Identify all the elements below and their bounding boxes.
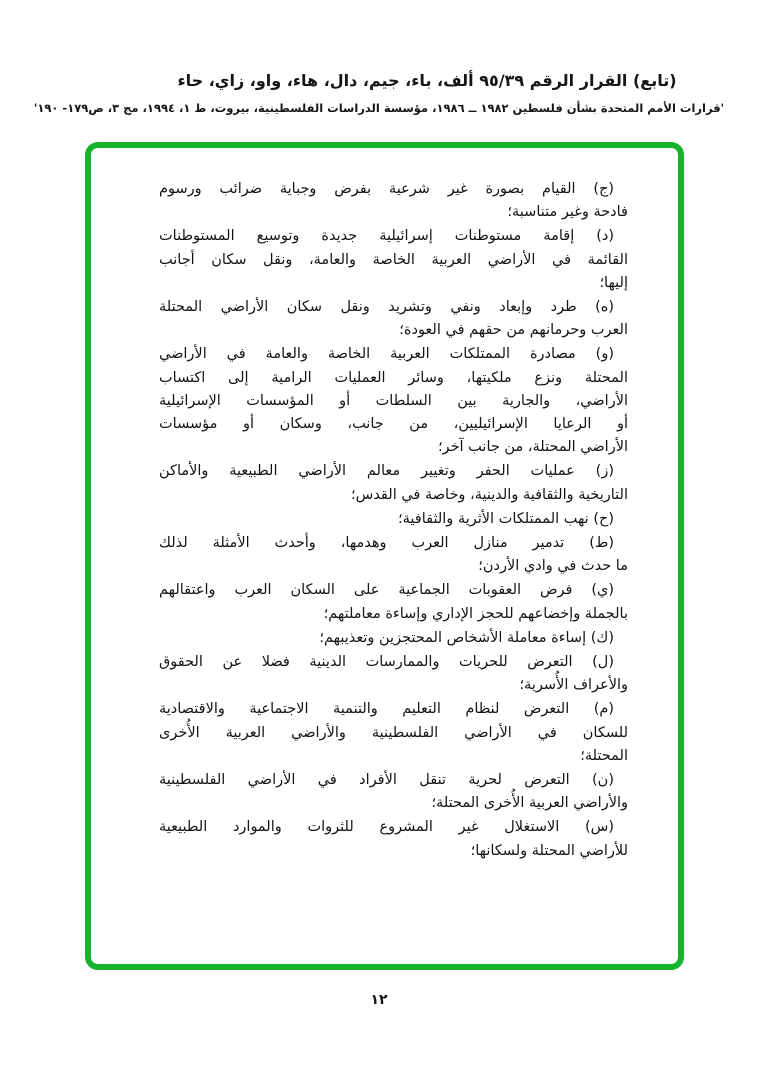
text-line: العرب وحرمانهم من حقهم في العودة؛	[399, 322, 628, 339]
text-line: للسكان في الأراضي الفلسطينية والأراضي العربية الأُخرى	[159, 724, 628, 741]
text-line: (م) التعرض لنظام التعليم والتنمية الاجتماعية والاقتصادية	[159, 701, 614, 718]
paragraph-ن	[159, 769, 628, 815]
page-number: ١٢	[370, 992, 388, 1008]
content-frame	[85, 142, 684, 970]
document-body	[159, 178, 628, 863]
text-line: المحتلة؛	[580, 747, 628, 764]
text-line: (ز) عمليات الحفر وتغيير معالم الأراضي الطبيعية والأماكن	[159, 463, 614, 480]
text-line: المحتلة ونزع ملكيتها، وسائر العمليات الرامية إلى اكتساب	[159, 369, 628, 386]
paragraph-ج	[159, 178, 628, 224]
text-line: إليها؛	[599, 274, 628, 291]
paragraph-د	[159, 225, 628, 295]
text-line: (د) إقامة مستوطنات إسرائيلية جديدة وتوسيع المستوطنات	[159, 228, 614, 245]
text-line: (ج) القيام بصورة غير شرعية بفرض وجباية ضرائب ورسوم	[159, 181, 614, 197]
paragraph-و	[159, 343, 628, 459]
paragraph-ه	[159, 296, 628, 342]
text-line: القائمة في الأراضي العربية الخاصة والعامة، ونقل سكان أجانب	[159, 251, 628, 268]
text-line: (ه) طرد وإبعاد ونفي وتشريد ونقل سكان الأراضي المحتلة	[159, 299, 614, 316]
source-citation: 'قرارات الأمم المتحدة بشأن فلسطين ١٩٨٢ ــ ١٩٨٦، مؤسسة الدراسات الفلسطينية، بيروت، ط ١، ١٩٩٤، مج ٣، ص١٧٩- ١٩٠'	[33, 101, 725, 115]
text-line: والأعراف الأُسرية؛	[519, 677, 628, 694]
text-line: والأراضي العربية الأُخرى المحتلة؛	[431, 795, 628, 812]
text-line: (ي) فرض العقوبات الجماعية على السكان العرب واعتقالهم	[159, 582, 614, 599]
paragraph-ك	[159, 627, 628, 650]
text-line: الأراضي، والجارية بين السلطات أو المؤسسات الإسرائيلية	[159, 392, 628, 409]
text-line: (ط) تدمير منازل العرب وهدمها، وأحدث الأمثلة لذلك	[159, 535, 614, 552]
text-line: ما حدث في وادي الأردن؛	[478, 558, 628, 575]
text-line: للأراضي المحتلة ولسكانها؛	[470, 842, 628, 859]
text-line: (س) الاستغلال غير المشروع للثروات والموارد الطبيعية	[159, 819, 614, 836]
text-line: فادحة وغير متناسبة؛	[507, 204, 628, 221]
text-line: (و) مصادرة الممتلكات العربية الخاصة والعامة في الأراضي	[159, 346, 614, 363]
paragraph-ح	[159, 508, 628, 531]
paragraph-ي	[159, 579, 628, 625]
text-line: الأراضي المحتلة، من جانب آخر؛	[437, 439, 628, 456]
text-line: بالجملة وإخضاعهم للحجز الإداري وإساءة معاملتهم؛	[323, 605, 628, 622]
text-line: أو الرعايا الإسرائيليين، من جانب، وسكان أو مؤسسات	[159, 416, 628, 433]
text-line: (ك) إساءة معاملة الأشخاص المحتجزين وتعذيبهم؛	[319, 629, 614, 646]
paragraph-ل	[159, 651, 628, 697]
paragraph-ط	[159, 532, 628, 578]
paragraph-م	[159, 698, 628, 768]
text-line: (ل) التعرض للحريات والممارسات الدينية فضلا عن الحقوق	[159, 654, 614, 671]
page-title: (تابع) القرار الرقم ٩٥/٣٩ ألف، باء، جيم، دال، هاء، واو، زاي، حاء	[177, 71, 677, 90]
text-line: (ن) التعرض لحرية تنقل الأفراد في الأراضي الفلسطينية	[159, 772, 614, 789]
paragraph-س	[159, 816, 628, 862]
paragraph-ز	[159, 460, 628, 506]
text-line: (ح) نهب الممتلكات الأثرية والثقافية؛	[398, 510, 614, 527]
text-line: التاريخية والثقافية والدينية، وخاصة في القدس؛	[351, 486, 628, 503]
